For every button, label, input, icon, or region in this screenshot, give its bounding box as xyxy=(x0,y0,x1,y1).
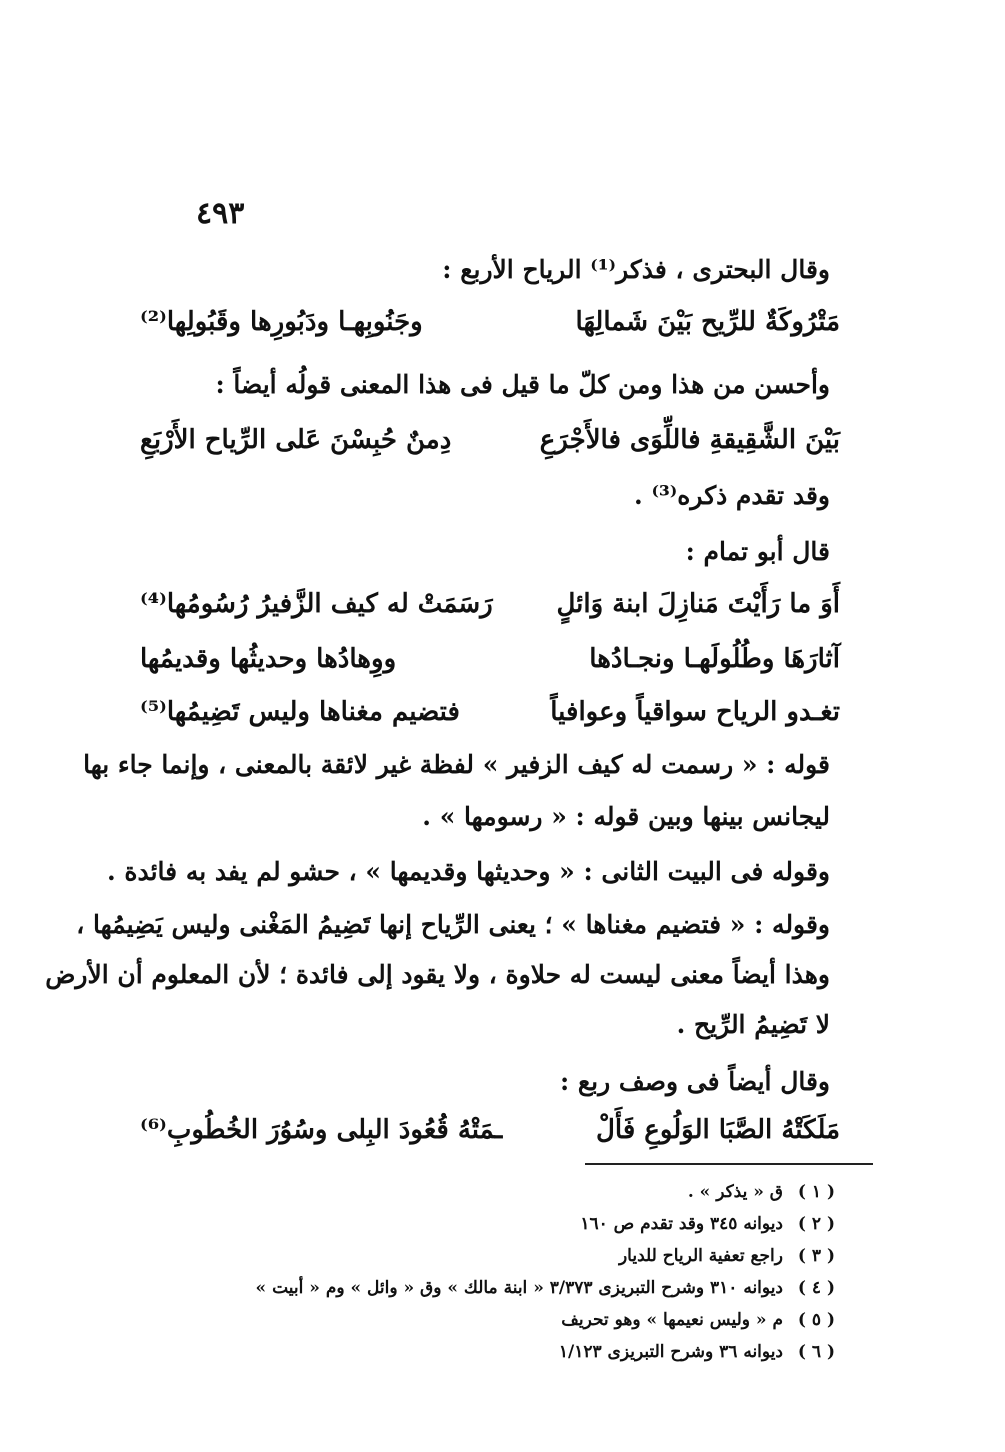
verse xyxy=(140,637,840,681)
footnote xyxy=(215,1274,835,1302)
verse-second-hemistich: دِمنٌ حُبِسْنَ عَلى الرِّياح الأَرْبَعِ xyxy=(140,425,452,455)
verse xyxy=(140,300,840,344)
text-line: وقد تقدم ذكره⁽³⁾ . xyxy=(634,481,830,510)
footnote-number: ( ٣ ) xyxy=(797,1246,835,1266)
text-line: وقوله فى البيت الثانى : « وحديثها وقديمها » ، حشو لم يفد به فائدة . xyxy=(106,857,830,886)
text-line: وقال البحترى ، فذكر⁽¹⁾ الرياح الأربع : xyxy=(442,255,830,284)
verse-second-hemistich: رَسَمَتْ له كيف الزَّفيرُ رُسُومُها⁽⁴⁾ xyxy=(140,589,493,619)
footnote xyxy=(215,1338,835,1366)
text-line: لا تَضِيمُ الرِّيح . xyxy=(676,1010,830,1039)
footnote-text: م « وليس نعيمها » وهو تحريف xyxy=(561,1310,783,1330)
page-number: ٤٩٣ xyxy=(196,196,245,231)
footnote xyxy=(215,1210,835,1238)
verse-first-hemistich: بَيْنَ الشَّقِيقةِ فاللِّوَى فالأَجْرَعِ xyxy=(539,425,840,455)
verse-second-hemistich: ـمَتْهُ قُعُودَ البِلى وسُوُرَ الخُطُوبِ⁽⁶⁾ xyxy=(140,1115,503,1145)
text-line: وقوله : « فتضيم مغناها » ؛ يعنى الرِّياح إنها تَضِيمُ المَغْنى وليس يَضِيمُها ، xyxy=(76,910,830,939)
verse-first-hemistich: مَتْرُوكَةٌ للرِّيح بَيْنَ شَمالِهَا xyxy=(575,307,840,337)
text-line: قال أبو تمام : xyxy=(685,537,830,566)
verse-second-hemistich: فتضيم مغناها وليس تَضِيمُها⁽⁵⁾ xyxy=(140,697,460,727)
text-line: وهذا أيضاً معنى ليست له حلاوة ، ولا يقود إلى فائدة ؛ لأن المعلوم أن الأرض xyxy=(45,960,830,989)
footnote-text: ديوانه ٣٦ وشرح التبريزى ١/١٢٣ xyxy=(558,1342,783,1362)
verse-first-hemistich: أَوَ ما رَأَيْتَ مَنازِلَ ابنة وَائلٍ xyxy=(556,589,840,619)
text-line: وقال أيضاً فى وصف ربع : xyxy=(559,1067,830,1096)
footnote xyxy=(215,1178,835,1206)
verse-first-hemistich: آثارَهَا وطُلُولَهـا ونجـادُها xyxy=(589,644,840,674)
footnote-text: ق « يذكر » . xyxy=(687,1182,783,1202)
footnote-text: ديوانه ٣٤٥ وقد تقدم ص ١٦٠ xyxy=(580,1214,783,1234)
text-line: قوله : « رسمت له كيف الزفير » لفظة غير لائقة بالمعنى ، وإنما جاء بها xyxy=(83,750,830,779)
footnote-number: ( ٥ ) xyxy=(797,1310,835,1330)
verse-first-hemistich: تغـدو الرياح سواقياً وعوافياً xyxy=(550,697,840,727)
verse xyxy=(140,1108,840,1152)
verse-second-hemistich: وجَنُوبِهـا ودَبُورِها وقَبُولِها⁽²⁾ xyxy=(140,307,423,337)
footnote-text: ديوانه ٣١٠ وشرح التبريزى ٣/٣٧٣ « ابنة مالك » وق « وائل » وم « أبيت » xyxy=(255,1278,783,1298)
footnote xyxy=(215,1306,835,1334)
footnote-number: ( ١ ) xyxy=(797,1182,835,1202)
verse xyxy=(140,582,840,626)
text-line: وأحسن من هذا ومن كلّ ما قيل فى هذا المعنى قولُه أيضاً : xyxy=(215,370,830,399)
footnote-text: راجع تعفية الرياح للديار xyxy=(618,1246,783,1266)
verse-second-hemistich: ووِهادُها وحديثُها وقديمُها xyxy=(140,644,397,674)
footnote-divider xyxy=(585,1163,873,1165)
footnote-number: ( ٦ ) xyxy=(797,1342,835,1362)
footnote-number: ( ٤ ) xyxy=(797,1278,835,1298)
verse-first-hemistich: مَلَكَتْهُ الصَّبَا الوَلُوعِ فَأَلْ xyxy=(596,1115,840,1145)
footnote xyxy=(215,1242,835,1270)
verse xyxy=(140,418,840,462)
text-line: ليجانس بينها وبين قوله : « رسومها » . xyxy=(422,802,830,831)
verse xyxy=(140,690,840,734)
footnote-number: ( ٢ ) xyxy=(797,1214,835,1234)
